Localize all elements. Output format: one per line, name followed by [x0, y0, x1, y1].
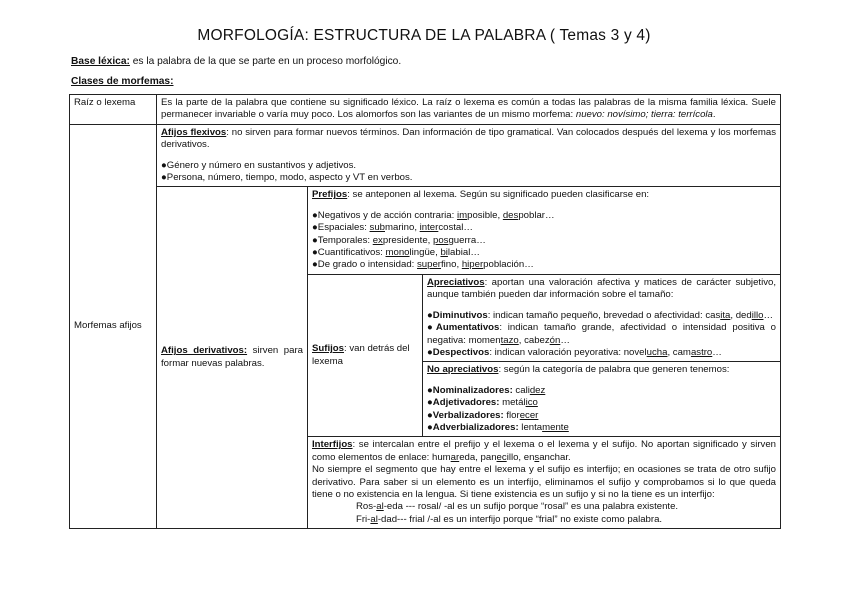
base-lexica-line [71, 56, 401, 67]
afijos-label: Morfemas afijos [70, 124, 157, 528]
raiz-examples: nuevo: novísimo; tierra: terrícola [575, 109, 713, 121]
table-row [70, 124, 781, 187]
interfijo-example: Fri-al-dad--- frial /-al es un interfijo porque “frial” no existe como palabra. [356, 513, 663, 525]
table-row [70, 187, 781, 274]
interfijos-cell: Interfijos: se intercalan entre el prefijo y el lexema o el lexema y el sufijo. No aportan significado y sirven como elementos de enlace: humareda, panecillo, ensanchar. No siempre el segmento que hay entre el lexema y el sufijo es interfijo; en ocasiones se trata de otro sufijo derivativo. Para saber si un elemento es un interfijo, eliminamos el sufijo y comprobamos si lo que queda tiene o no existencia en la lengua. Si tiene existencia es un sufijo y si no la tiene es un interfijo: Ros-al-eda --- rosal/ -al es un sufijo porque “rosal” es una palabra existente. Fri-al-dad--- frial /-al es un interfijo porque “frial” no existe como palabra. [308, 437, 781, 529]
flexivos-cell: Afijos flexivos: no sirven para formar nuevos términos. Dan información de tipo gramatical. Van colocados después del lexema y los morfemas derivativos. ●Género y número en sustantivos y adjetivos. ●Persona, número, tiempo, modo, aspecto y VT en verbos. [157, 124, 781, 187]
list-item: ●Persona, número, tiempo, modo, aspecto y VT en verbos. [161, 172, 413, 184]
raiz-definition: Es la parte de la palabra que contiene su significado léxico. La raíz o lexema es común a todas las palabras de la misma familia léxica. Suele permanecer invariable o varía muy poco. Los alomorfos son las variantes de un mismo morfema: nuevo: novísimo; tierra: terrícola. [157, 95, 781, 125]
base-lexica-text: es la palabra de la que se parte en un proceso morfológico. [129, 56, 402, 67]
interfijos-explanation: No siempre el segmento que hay entre el lexema y el sufijo es interfijo; en ocasiones se trata de otro sufijo derivativo. Para saber si un elemento es un interfijo, eliminamos el sufijo y comprobamos si lo que queda tiene o no existencia en la lengua. Si tiene existencia es un sufijo y si no la tiene es un interfijo: [312, 464, 776, 500]
interfijo-example: Ros-al-eda --- rosal/ -al es un sufijo porque “rosal” es una palabra existente. [356, 501, 679, 513]
list-item: ●Adverbializadores: lentamente [427, 421, 569, 433]
apreciativos-cell: Apreciativos: aportan una valoración afectiva y matices de carácter subjetivo, aunque también pueden dar información sobre el tamaño: ●Diminutivos: indican tamaño pequeño, brevedad o afectividad: casita, dedillo… ●Aumentativos: indican tamaño grande, afectividad o intensidad positiva o negativa: momentazo, cabezón… ●Despectivos: indican valoración peyorativa: novelucha, camastro… [423, 274, 781, 361]
list-item: ●Negativos y de acción contraria: imposible, despoblar… [312, 209, 555, 221]
sufijos-cell: Sufijos: van detrás del lexema [308, 274, 423, 436]
list-item: ●Verbalizadores: florecer [427, 409, 539, 421]
base-lexica-label: Base léxica: [71, 56, 130, 67]
list-item: ●Espaciales: submarino, intercostal… [312, 222, 473, 234]
no-apreciativos-cell: No apreciativos: según la categoría de palabra que generen tenemos: ●Nominalizadores: calidez ●Adjetivadores: metálico ●Verbalizadores: florecer ●Adverbializadores: lentamente [423, 362, 781, 437]
list-item: ●Aumentativos: indican tamaño grande, afectividad o intensidad positiva o negativa: momentazo, cabezón… [427, 322, 777, 346]
prefijos-cell: Prefijos: se anteponen al lexema. Según su significado pueden clasificarse en: ●Negativos y de acción contraria: imposible, despoblar… ●Espaciales: submarino, intercostal… ●Temporales: expresidente, posguerra… ●Cuantificativos: monolingüe, bilabial… ●De grado o intensidad: superfino, hiperpoblación… [308, 187, 781, 274]
raiz-label: Raíz o lexema [70, 95, 157, 125]
page-title: MORFOLOGÍA: ESTRUCTURA DE LA PALABRA ( Temas 3 y 4) [197, 27, 651, 44]
morfemas-table [69, 94, 781, 529]
list-item: ●Cuantificativos: monolingüe, bilabial… [312, 247, 480, 259]
list-item: ●Despectivos: indican valoración peyorativa: novelucha, camastro… [427, 346, 722, 358]
list-item: ●Temporales: expresidente, posguerra… [312, 234, 486, 246]
list-item: ●Diminutivos: indican tamaño pequeño, brevedad o afectividad: casita, dedillo… [427, 309, 774, 321]
list-item: ●Género y número en sustantivos y adjetivos. [161, 159, 357, 171]
derivativos-cell: Afijos derivativos: sirven para formar nuevas palabras. [157, 187, 308, 529]
list-item: ●De grado o intensidad: superfino, hiperpoblación… [312, 259, 534, 271]
table-row [70, 95, 781, 125]
list-item: ●Nominalizadores: calidez [427, 384, 546, 396]
clases-heading: Clases de morfemas: [71, 76, 174, 87]
list-item: ●Adjetivadores: metálico [427, 397, 538, 409]
